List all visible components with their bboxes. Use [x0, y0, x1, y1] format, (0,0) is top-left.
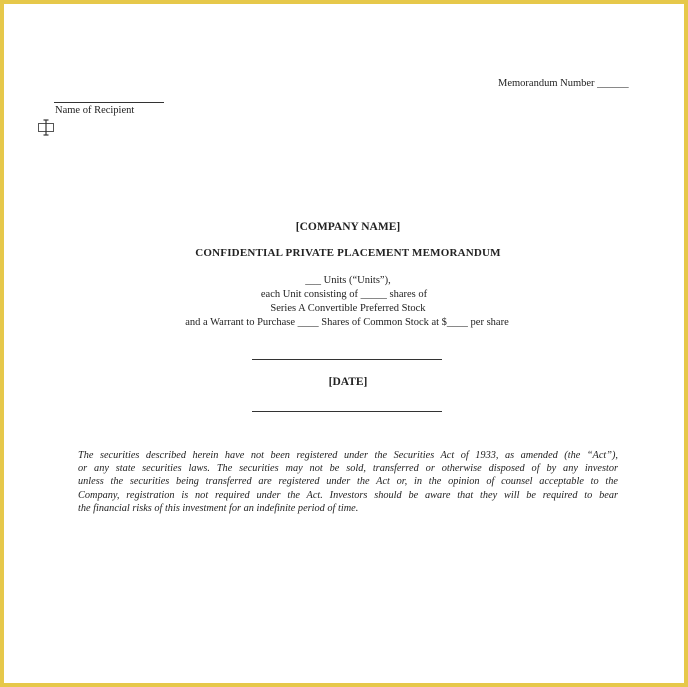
- text-cursor-icon: [37, 118, 55, 136]
- date-placeholder: [DATE]: [328, 376, 368, 388]
- disclaimer-line: or any state securities laws. The securities may not be sold, transferred or otherwise disposed of by any investor: [78, 463, 618, 475]
- securities-disclaimer: [78, 449, 618, 515]
- offering-line: ___ Units (“Units”),: [305, 275, 391, 286]
- memorandum-number: Memorandum Number ______: [498, 78, 629, 89]
- offering-line: each Unit consisting of _____ shares of: [260, 289, 428, 300]
- recipient-label: Name of Recipient: [55, 105, 135, 116]
- disclaimer-line: Company, registration is not required under the Act. Investors should be aware that they will be required to bear: [78, 489, 618, 501]
- offering-terms: [4, 274, 688, 330]
- offering-line: Series A Convertible Preferred Stock: [270, 303, 426, 314]
- disclaimer-line: The securities described herein have not been registered under the Securities Act of 1933, as amended (the “Act”),: [78, 450, 618, 461]
- divider-line: [252, 359, 442, 360]
- divider-line: [252, 411, 442, 412]
- company-name: [COMPANY NAME]: [295, 221, 401, 233]
- offering-line: and a Warrant to Purchase ____ Shares of Common Stock at $____ per share: [185, 317, 509, 328]
- disclaimer-line: the financial risks of this investment for an indefinite period of time.: [78, 502, 359, 514]
- recipient-signature-line: [54, 102, 164, 103]
- disclaimer-line: unless the securities being transferred are registered under the Act or, in the opinion of counsel acceptable to the: [78, 476, 618, 488]
- document-title: CONFIDENTIAL PRIVATE PLACEMENT MEMORANDUM: [195, 247, 501, 259]
